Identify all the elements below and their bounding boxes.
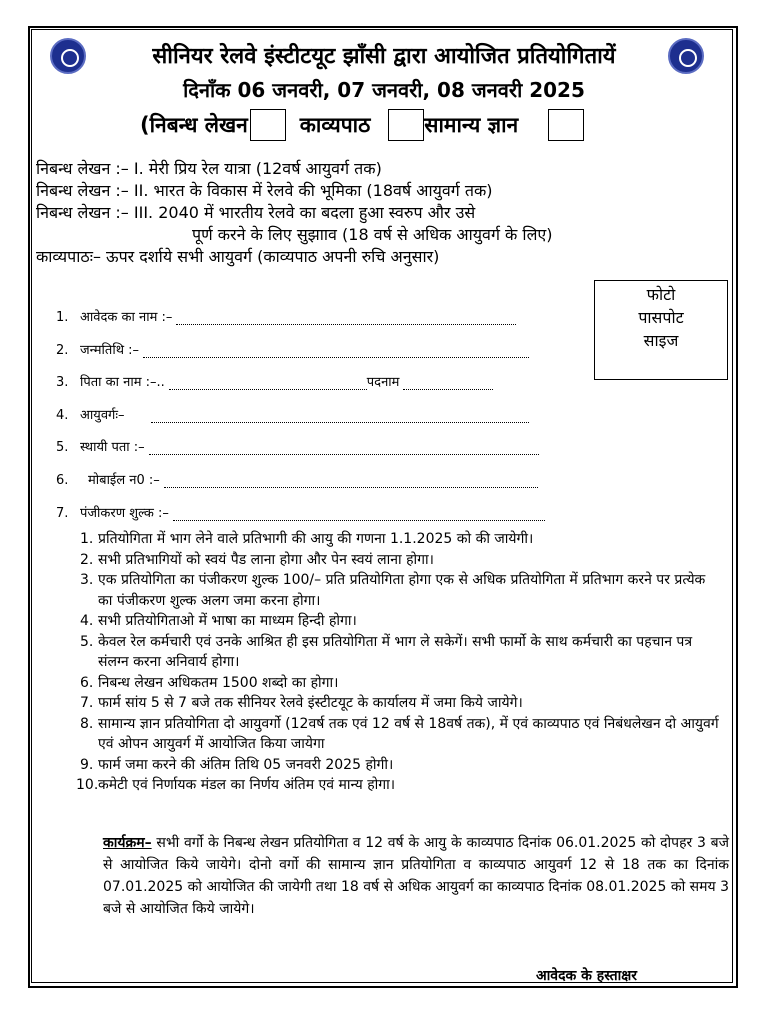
- rule-item: [80, 550, 720, 571]
- category-selection: [140, 108, 594, 142]
- field-age-group: [56, 400, 545, 423]
- rule-number: 2.: [80, 551, 94, 568]
- field-number: 5.: [56, 440, 69, 456]
- rule-item: [80, 611, 720, 632]
- rules-list: [76, 529, 720, 796]
- rule-item: [80, 570, 720, 611]
- rule-number: 5.: [80, 633, 94, 650]
- poetry-checkbox[interactable]: [388, 109, 424, 141]
- registration-fee-input[interactable]: [173, 508, 545, 521]
- rule-number: 1.: [80, 531, 94, 547]
- field-label: मोबाईल न0 :–: [88, 472, 160, 488]
- topic-line: पूर्ण करने के लिए सुझााव (18 वर्ष से अधिक आयुवर्ग के लिए): [192, 225, 553, 244]
- rule-text: सामान्य ज्ञान प्रतियोगिता दो आयुवर्गो (12वर्ष तक एवं 12 वर्ष से 18वर्ष तक), में एवं काव्यपाठ एवं निबंधलेखन दो आयुवर्ग एवं ओपन आयुवर्ग में आयोजित किया जायेगा: [98, 715, 719, 752]
- topic-line: काव्यपाठः– ऊपर दर्शाये सभी आयुवर्ग (काव्यपाठ अपनी रुचि अनुसार): [36, 247, 440, 266]
- rule-item: [80, 755, 720, 776]
- rule-text: फार्म जमा करने की अंतिम तिथि 05 जनवरी 2025 होगी।: [98, 756, 394, 773]
- topic-line: निबन्ध लेखन :– I. मेरी प्रिय रेल यात्रा (12वर्ष आयुवर्ग तक): [36, 159, 382, 178]
- category-gk-label: सामान्य ज्ञान: [424, 113, 519, 137]
- category-essay-label: (निबन्ध लेखन: [140, 113, 248, 137]
- rule-item: [80, 529, 720, 550]
- program-text: सभी वर्गो के निबन्ध लेखन प्रतियोगिता व 12 वर्ष के आयु के काव्यपाठ दिनांक 06.01.2025 को दोपहर 3 बजे से आयोजित किये जायेगे। दोनो वर्गो की सामान्य ज्ञान प्रतियोगिता व काव्यपाठ आयुवर्ग 12 से 18 तक का दिनांक 07.01.2025 को आयोजित की जायेगी तथा 18 वर्ष से अधिक आयुवर्ग का काव्यपाठ दिनांक 08.01.2025 को समय 3 बजे से आयोजित किये जायेगे।: [103, 835, 730, 917]
- field-applicant-name: [56, 302, 545, 325]
- field-number: 6.: [56, 472, 69, 488]
- rule-text: एक प्रतियोगिता का पंजीकरण शुल्क 100/– प्रति प्रतियोगिता होगा एक से अधिक प्रतियोगिता में प्रतिभाग करने पर प्रत्येक का पंजीकरण शुल्क अलग जमा करना होगा।: [98, 572, 706, 609]
- rule-text: प्रतियोगिता में भाग लेने वाले प्रतिभागी की आयु की गणना 1.1.2025 को की जायेगी।: [98, 531, 534, 547]
- field-label: स्थायी पता :–: [80, 440, 145, 456]
- rule-number: 4.: [80, 613, 94, 629]
- topics-list: [36, 158, 553, 268]
- field-number: 2.: [56, 342, 69, 358]
- rule-number: 8.: [80, 715, 94, 732]
- age-group-input[interactable]: [151, 410, 529, 423]
- field-number: 4.: [56, 407, 69, 423]
- rule-number: 9.: [80, 756, 94, 773]
- field-label: आयुवर्गः–: [80, 407, 125, 423]
- field-label: पिता का नाम :–..: [80, 375, 165, 391]
- photo-label-line: पासपोट: [638, 308, 684, 327]
- rule-item: [80, 673, 720, 694]
- essay-checkbox[interactable]: [250, 109, 286, 141]
- applicant-name-input[interactable]: [176, 312, 516, 325]
- program-schedule: [103, 832, 729, 920]
- dob-input[interactable]: [143, 345, 529, 358]
- rule-text: कमेटी एवं निर्णायक मंडल का निर्णय अंतिम एवं मान्य होगा।: [98, 777, 396, 793]
- program-label: कार्यक्रम–: [103, 835, 152, 851]
- topic-line: निबन्ध लेखन :– III. 2040 में भारतीय रेलवे का बदला हुआ स्वरुप और उसे: [36, 203, 476, 222]
- gk-checkbox[interactable]: [548, 109, 584, 141]
- event-dates: दिनाँक 06 जनवरी, 07 जनवरी, 08 जनवरी 2025: [183, 78, 585, 102]
- field-number: 3.: [56, 375, 69, 391]
- field-dob: [56, 335, 545, 358]
- field-address: [56, 432, 545, 455]
- photo-label-line: फोटो: [646, 285, 676, 304]
- rule-item: [80, 632, 720, 673]
- field-label: जन्मतिथि :–: [80, 342, 140, 358]
- field-number: 7.: [56, 505, 69, 521]
- field-number: 1.: [56, 310, 69, 325]
- rule-text: केवल रेल कर्मचारी एवं उनके आश्रित ही इस प्रतियोगिता में भाग ले सकेगें। सभी फार्मो के साथ कर्मचारी का पहचान पत्र संलग्न करना अनिवार्य होगा।: [98, 633, 693, 670]
- field-label: पदनाम: [366, 375, 400, 391]
- field-mobile: [56, 465, 545, 488]
- rule-item: [80, 693, 720, 714]
- rule-number: 3.: [80, 572, 94, 588]
- father-name-input[interactable]: [169, 377, 367, 390]
- form-title: सीनियर रेलवे इंस्टीटयूट झाँसी द्वारा आयोजित प्रतियोगितायें: [152, 44, 616, 69]
- rule-number: 6.: [80, 674, 94, 691]
- rule-number: 10.: [76, 777, 99, 793]
- rule-text: सभी प्रतिभागियों को स्वयं पैड लाना होगा और पेन स्वयं लाना होगा।: [98, 551, 434, 568]
- field-registration-fee: [56, 498, 545, 521]
- rule-number: 7.: [80, 695, 94, 711]
- field-father-name: [56, 367, 545, 390]
- applicant-fields: [56, 302, 545, 530]
- mobile-input[interactable]: [164, 475, 538, 488]
- photo-placeholder[interactable]: [594, 280, 728, 380]
- topic-line: निबन्ध लेखन :– II. भारत के विकास में रेलवे की भूमिका (18वर्ष आयुवर्ग तक): [36, 181, 493, 200]
- field-label: पंजीकरण शुल्क :–: [80, 505, 169, 521]
- rule-item: [80, 714, 720, 755]
- rule-text: फार्म सांय 5 से 7 बजे तक सीनियर रेलवे इंस्टीटयूट के कार्यालय में जमा किये जायेगे।: [98, 695, 523, 711]
- designation-input[interactable]: [403, 377, 493, 390]
- category-poetry-label: काव्यपाठ: [299, 113, 371, 137]
- rule-text: सभी प्रतियोगिताओ में भाषा का माध्यम हिन्दी होगा।: [98, 613, 357, 629]
- rule-text: निबन्ध लेखन अधिकतम 1500 शब्दो का होगा।: [98, 674, 339, 691]
- rule-item: [76, 775, 720, 796]
- address-input[interactable]: [149, 442, 539, 455]
- field-label: आवेदक का नाम :–: [80, 310, 173, 325]
- photo-label-line: साइज: [643, 331, 679, 350]
- applicant-signature-label: आवेदक के हस्ताक्षर: [536, 968, 638, 984]
